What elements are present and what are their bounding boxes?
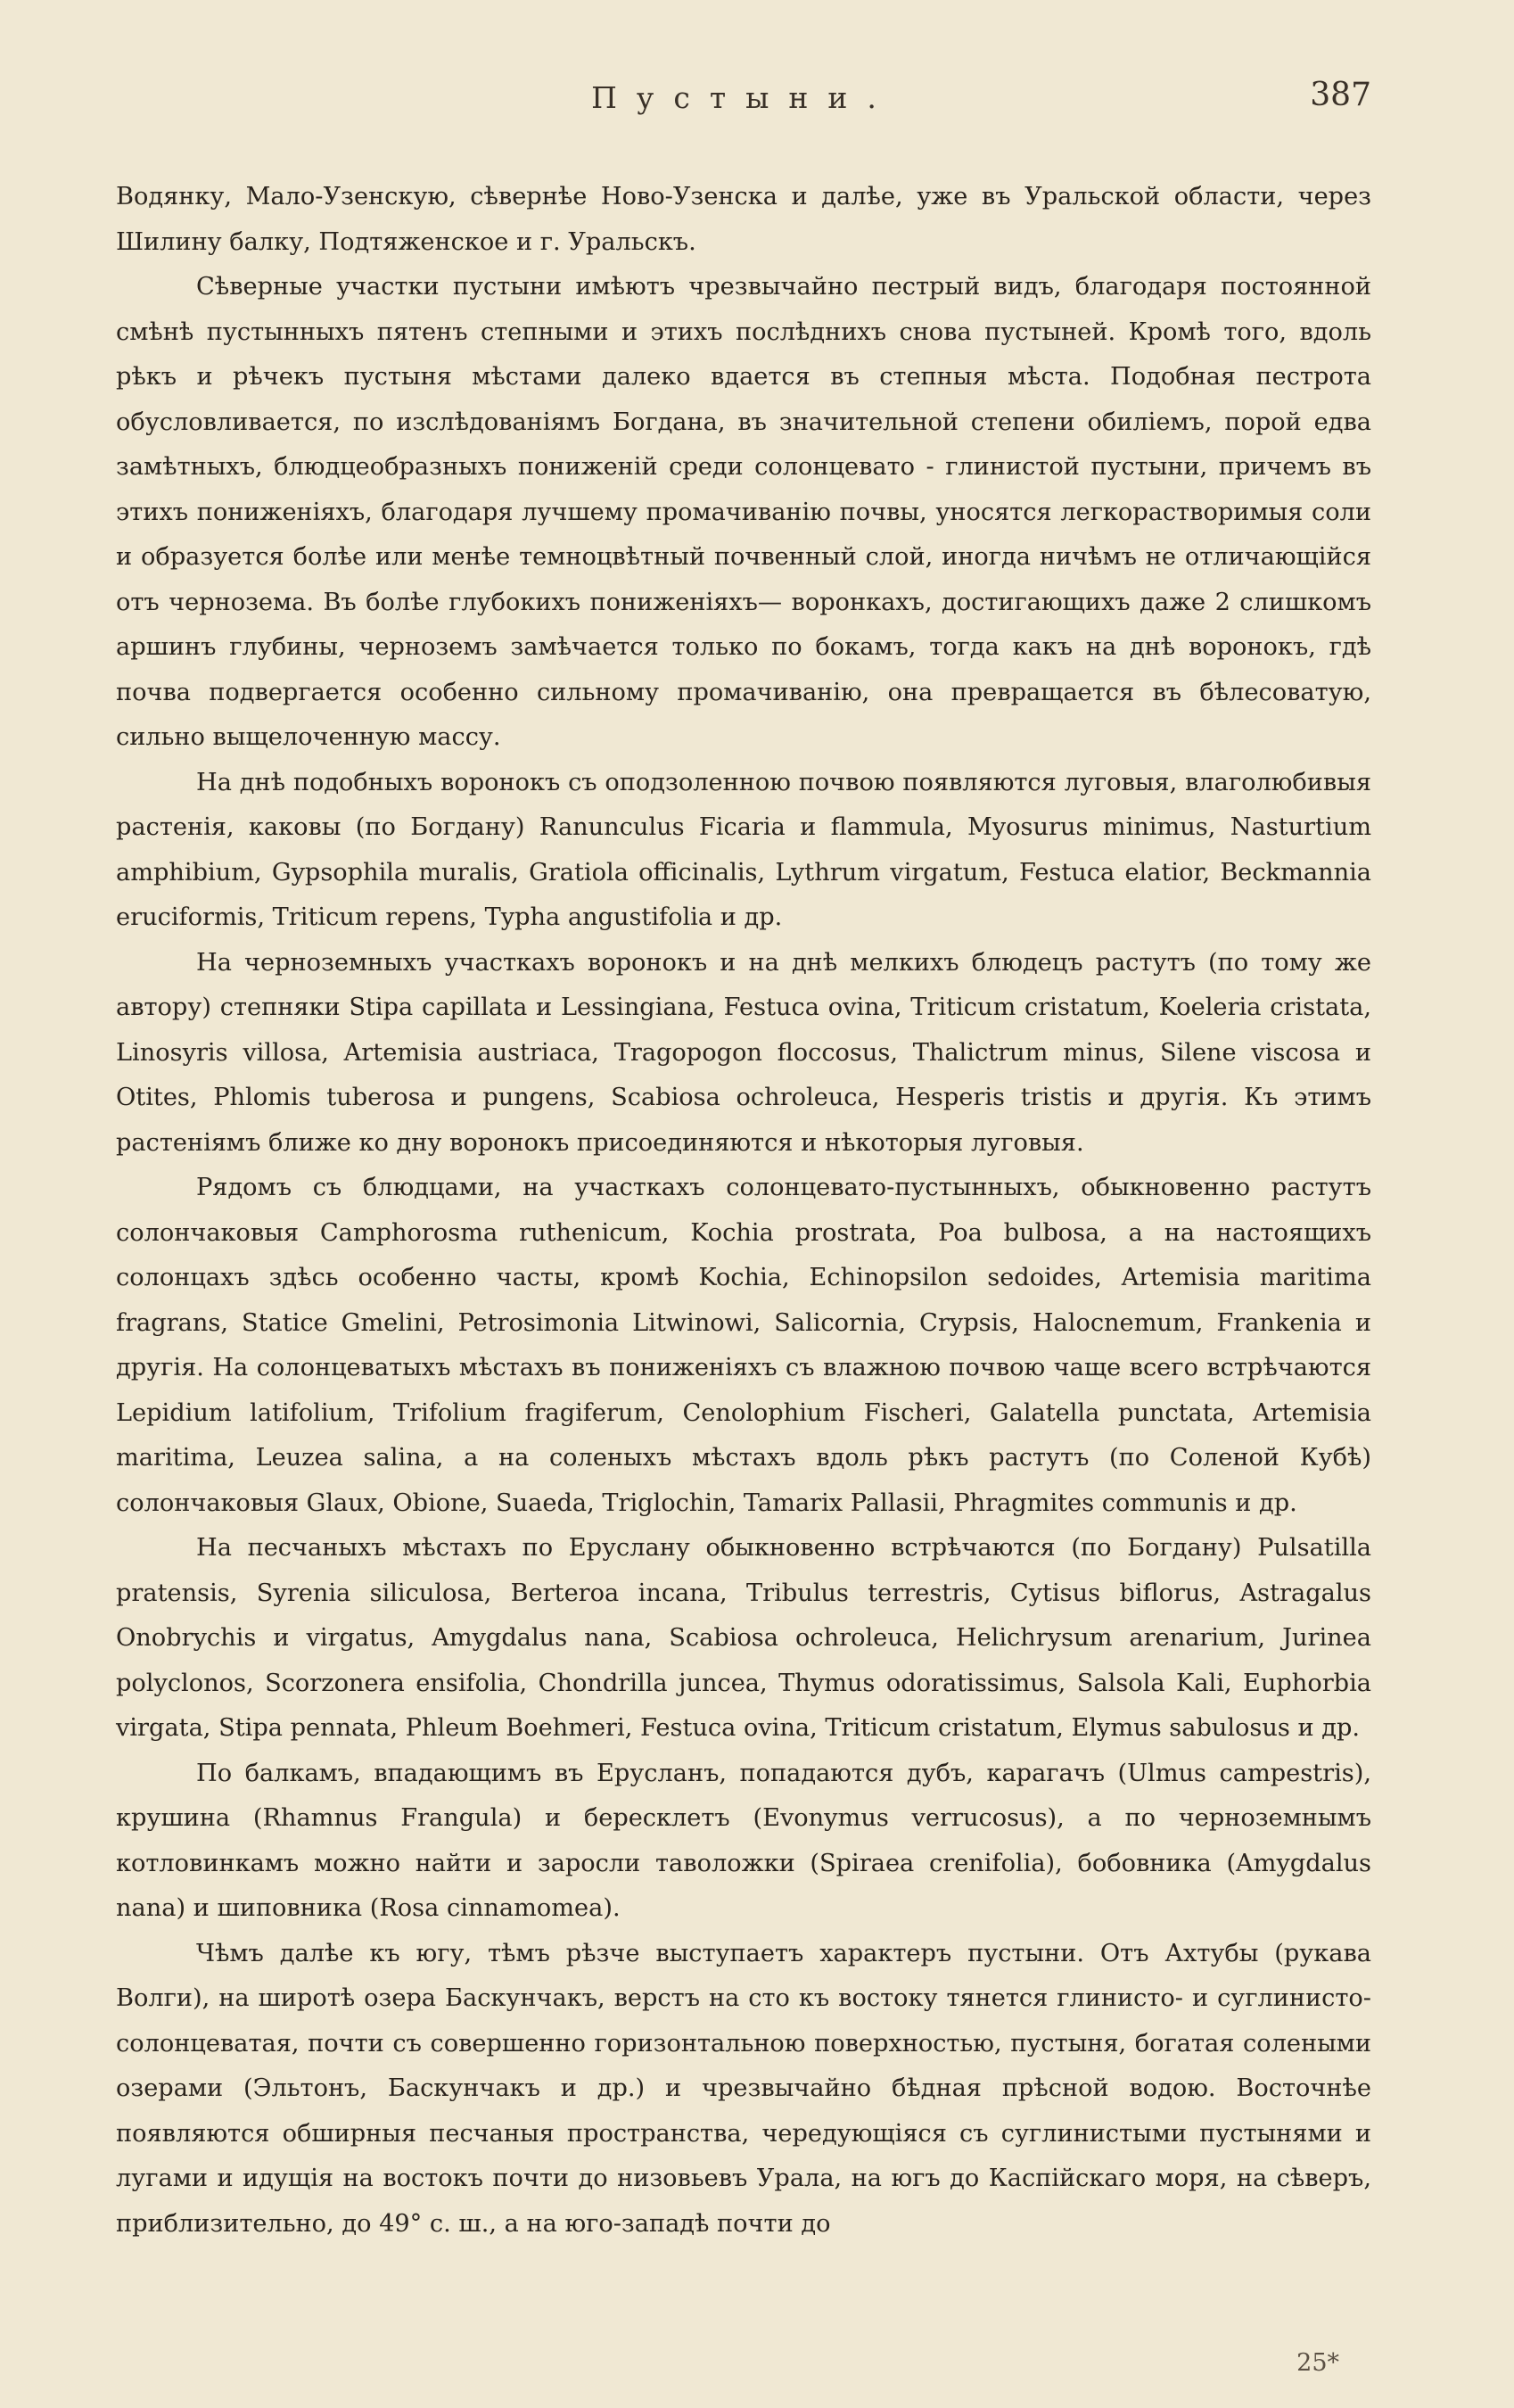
paragraph: На песчаныхъ мѣстахъ по Еруслану обыкновенно встрѣчаются (по Богдану) Pulsatilla pratensis, Syrenia siliculosa, Berteroa incana, Tribulus terrestris, Cytisus biflorus, Astragalus Onobrychis и virgatus, Amygdalus nana, Scabiosa ochroleuca, Helichrysum arenarium, Jurinea polyclonos, Scorzonera ensifolia, Chondrilla juncea, Thymus odoratissimus, Salsola Kali, Euphorbia virgata, Stipa pennata, Phleum Boehmeri, Festuca ovina, Triticum cristatum, Elymus sabulosus и др.	[116, 1534, 1371, 1742]
paragraph-continuation: Водянку, Мало-Узенскую, сѣвернѣе Ново-Узенска и далѣе, уже въ Уральской области, через Шилину балку, Подтяженское и г. Уральскъ.	[116, 183, 1371, 256]
paragraph: Сѣверные участки пустыни имѣютъ чрезвычайно пестрый видъ, благодаря постоянной смѣнѣ пустынныхъ пятенъ степными и этихъ послѣднихъ снова пустыней. Кромѣ того, вдоль рѣкъ и рѣчекъ пустыня мѣстами далеко вдается въ степныя мѣста. Подобная пестрота обусловливается, по изслѣдованіямъ Богдана, въ значительной степени обиліемъ, порой едва замѣтныхъ, блюдцеобразныхъ пониженій среди солонцевато - глинистой пустыни, причемъ въ этихъ пониженіяхъ, благодаря лучшему промачиванію почвы, уносятся легкорастворимыя соли и образуется болѣе или менѣе темноцвѣтный почвенный слой, иногда ничѣмъ не отличающійся отъ чернозема. Въ болѣе глубокихъ пониженіяхъ— воронкахъ, достигающихъ даже 2 слишкомъ аршинъ глубины, черноземъ замѣчается только по бокамъ, тогда какъ на днѣ воронокъ, гдѣ почва подвергается особенно сильному промачиванію, она превращается въ бѣлесоватую, сильно выщелоченную массу.	[116, 273, 1371, 751]
paragraph: На днѣ подобныхъ воронокъ съ оподзоленною почвою появляются луговыя, влаголюбивыя растенія, каковы (по Богдану) Ranunculus Ficaria и flammula, Myosurus minimus, Nasturtium amphibium, Gypsophila muralis, Gratiola officinalis, Lythrum virgatum, Festuca elatior, Beckmannia eruciformis, Triticum repens, Typha angustifolia и др.	[116, 768, 1371, 931]
signature-mark: 25*	[1296, 2349, 1339, 2377]
running-title: Пустыни.	[591, 80, 896, 115]
page-body	[116, 175, 1371, 2247]
page-header	[116, 70, 1371, 123]
page-number: 387	[1310, 77, 1371, 113]
paragraph: На черноземныхъ участкахъ воронокъ и на днѣ мелкихъ блюдецъ растутъ (по тому же автору) степняки Stipa capillata и Lessingiana, Festuca ovina, Triticum cristatum, Koeleria cristata, Linosyris villosa, Artemisia austriaca, Tragopogon floccosus, Thalictrum minus, Silene viscosa и Otites, Phlomis tuberosa и pungens, Scabiosa ochroleuca, Hesperis tristis и другія. Къ этимъ растеніямъ ближе ко дну воронокъ присоединяются и нѣкоторыя луговыя.	[116, 948, 1371, 1157]
paragraph: Чѣмъ далѣе къ югу, тѣмъ рѣзче выступаетъ характеръ пустыни. Отъ Ахтубы (рукава Волги), на широтѣ озера Баскунчакъ, верстъ на сто къ востоку тянется глинисто- и суглинисто-солонцеватая, почти съ совершенно горизонтальною поверхностью, пустыня, богатая солеными озерами (Эльтонъ, Баскунчакъ и др.) и чрезвычайно бѣдная прѣсной водою. Восточнѣе появляются обширныя песчаныя пространства, чередующіяся съ суглинистыми пустынями и лугами и идущія на востокъ почти до низовьевъ Урала, на югъ до Каспійскаго моря, на сѣверъ, приблизительно, до 49° с. ш., а на юго-западѣ почти до	[116, 1939, 1371, 2238]
paragraph: Рядомъ съ блюдцами, на участкахъ солонцевато-пустынныхъ, обыкновенно растутъ солончаковыя Camphorosma ruthenicum, Kochia prostrata, Poa bulbosa, а на настоящихъ солонцахъ здѣсь особенно часты, кромѣ Kochia, Echinopsilon sedoides, Artemisia maritima fragrans, Statice Gmelini, Petrosimonia Litwinowi, Salicornia, Crypsis, Halocnemum, Frankenia и другія. На солонцеватыхъ мѣстахъ въ пониженіяхъ съ влажною почвою чаще всего встрѣчаются Lepidium latifolium, Trifolium fragiferum, Cenolophium Fischeri, Galatella punctata, Artemisia maritima, Leuzea salina, а на соленыхъ мѣстахъ вдоль рѣкъ растутъ (по Соленой Кубѣ) солончаковыя Glaux, Obione, Suaeda, Triglochin, Tamarix Pallasii, Phragmites communis и др.	[116, 1174, 1371, 1517]
paragraph: По балкамъ, впадающимъ въ Еруcланъ, попадаются дубъ, карагачъ (Ulmus campestris), крушина (Rhamnus Frangula) и бересклетъ (Evonymus verrucosus), а по черноземнымъ котловинкамъ можно найти и заросли таволожки (Spiraea crenifolia), бобовника (Amygdalus nana) и шиповника (Rosa cinnamomea).	[116, 1759, 1371, 1922]
